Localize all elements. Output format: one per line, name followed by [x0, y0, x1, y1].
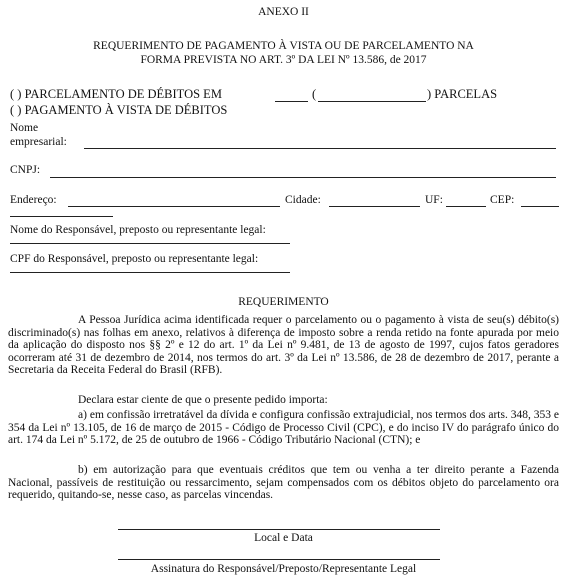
installment-open-paren: ( — [312, 87, 317, 101]
responsible-name-label: Nome do Responsável, preposto ou representante legal: — [10, 224, 266, 236]
zip-field-continuation[interactable] — [10, 216, 113, 217]
installment-option[interactable] — [10, 87, 222, 102]
place-date-label: Local e Data — [254, 532, 313, 544]
request-paragraph-3: a) em confissão irretratável da dívida e configura confissão extrajudicial, nos termos dos arts. 348, 353 e 354 da Lei nº 13.105, de 16 de março de 2015 - Código de Processo Civil (CPC), e do inciso IV do parágrafo único do art. 174 da Lei nº 5.172, de 25 de outubro de 1966 - Código Tributário Nacional (CTN); e — [8, 409, 559, 447]
address-field[interactable] — [68, 206, 280, 207]
form-title-line2: FORMA PREVISTA NO ART. 3º DA LEI Nº 13.586, de 2017 — [140, 54, 427, 66]
company-name-label-1: Nome — [10, 122, 39, 134]
company-name-field[interactable] — [84, 148, 556, 149]
city-field[interactable] — [329, 206, 420, 207]
request-heading: REQUERIMENTO — [238, 296, 329, 308]
installment-debits-blank[interactable] — [275, 101, 308, 102]
state-field[interactable] — [446, 206, 486, 207]
responsible-cpf-field[interactable] — [10, 272, 290, 273]
request-paragraph-1: A Pessoa Jurídica acima identificada requer o parcelamento ou o pagamento à vista de seu(s) débito(s) discriminado(s) nas folhas em anexo, relativos à diferença de imposto sobre a renda retido na fonte apurada por meio da aplicação do disposto nos §§ 2º e 12 do art. 1º da Lei nº 9.481, de 13 de agosto de 1997, cujos fatos geradores ocorreram até 31 de dezembro de 2014, nos termos do art. 3º da Lei nº 13.586, de 28 de dezembro de 2017, perante a Secretaria da Receita Federal do Brasil (RFB). — [8, 314, 559, 377]
signature-line[interactable] — [118, 559, 440, 560]
company-name-label-2: empresarial: — [10, 136, 67, 148]
annex-number: ANEXO II — [258, 6, 309, 18]
city-label: Cidade: — [285, 194, 321, 206]
installment-option-label: ( ) PARCELAMENTO DE DÉBITOS EM — [10, 87, 222, 101]
zip-label: CEP: — [490, 194, 515, 206]
cnpj-label: CNPJ: — [10, 164, 41, 176]
cash-payment-option-label: ( ) PAGAMENTO À VISTA DE DÉBITOS — [10, 103, 228, 117]
cnpj-field[interactable] — [50, 177, 556, 178]
place-date-line[interactable] — [118, 529, 440, 530]
responsible-cpf-label: CPF do Responsável, preposto ou representante legal: — [10, 253, 259, 265]
request-paragraph-4: b) em autorização para que eventuais créditos que tem ou venha a ter direito perante a Fazenda Nacional, passíveis de restituição ou ressarcimento, sejam compensados com os débitos objeto do parcelamento ora requerido, quitando-se, nesse caso, as parcelas vincendas. — [8, 464, 559, 502]
installment-count-blank[interactable] — [318, 101, 426, 102]
address-label: Endereço: — [10, 194, 57, 206]
installment-suffix: ) PARCELAS — [427, 87, 498, 101]
request-paragraph-2: Declara estar ciente de que o presente pedido importa: — [78, 394, 328, 406]
responsible-name-field[interactable] — [10, 243, 290, 244]
cash-payment-option[interactable] — [10, 103, 227, 118]
state-label: UF: — [425, 194, 443, 206]
form-title-line1: REQUERIMENTO DE PAGAMENTO À VISTA OU DE PARCELAMENTO NA — [93, 40, 474, 52]
signature-label: Assinatura do Responsável/Preposto/Representante Legal — [150, 563, 417, 575]
zip-field[interactable] — [521, 206, 559, 207]
